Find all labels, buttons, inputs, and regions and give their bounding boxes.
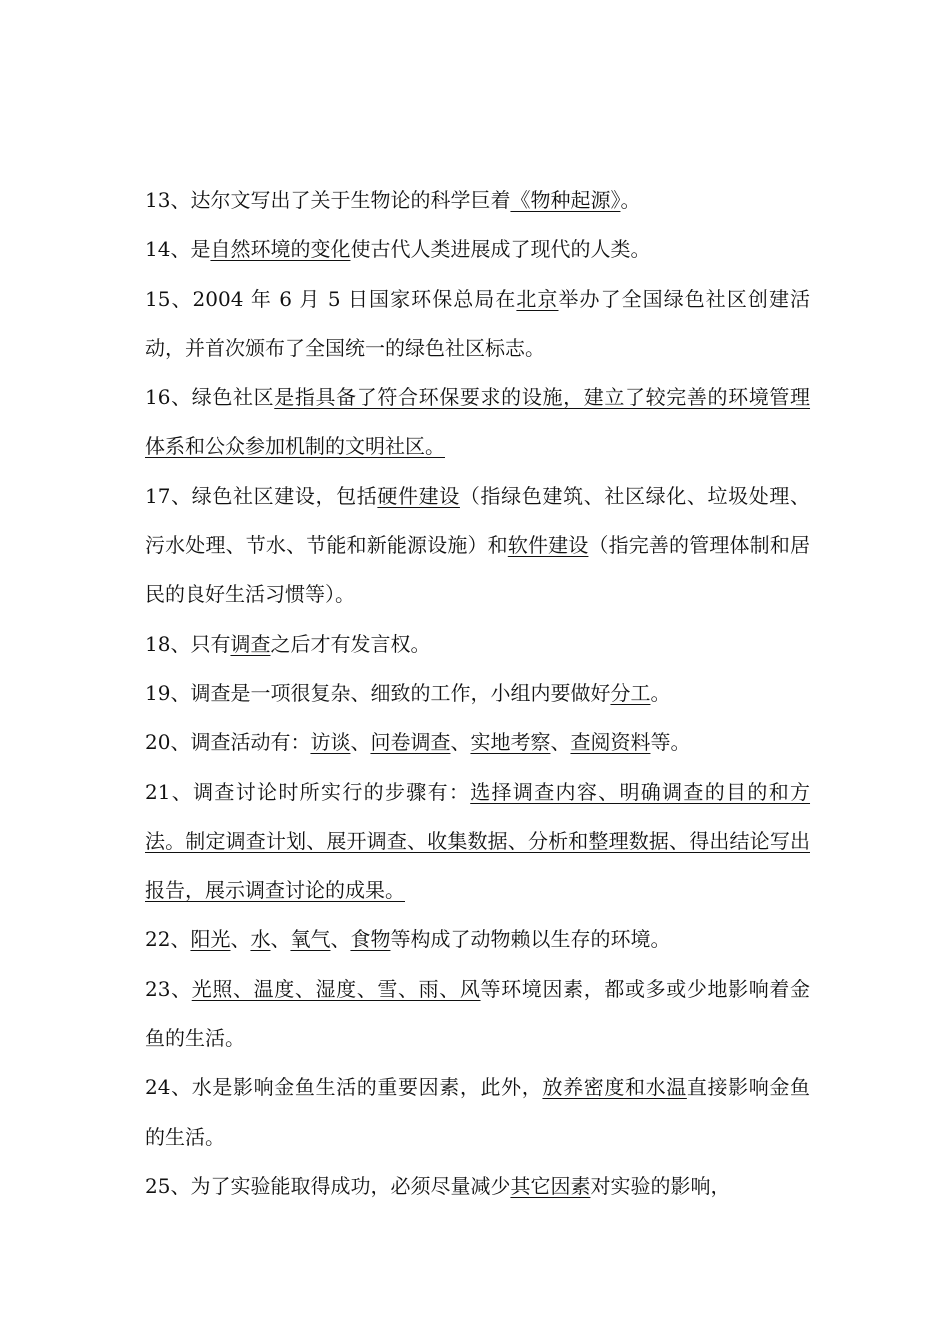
item-text: 等环境因素，都或多或少地影响着金鱼的生活。: [145, 976, 811, 1051]
answer-blank: 调查: [230, 631, 271, 656]
answer-blank: 氧气: [290, 927, 331, 952]
item-text: 、2004 年 6 月 5 日国家环保总局在: [170, 286, 517, 311]
list-item: [145, 373, 810, 472]
item-number: 24: [145, 1075, 171, 1100]
item-text: 、: [270, 927, 291, 952]
answer-blank: 《物种起源》: [510, 188, 621, 212]
list-item: [145, 1063, 810, 1162]
list-item: [145, 472, 810, 620]
item-text: 。: [650, 680, 671, 705]
list-item: [145, 768, 810, 916]
list-item: [145, 718, 810, 767]
item-text: （指绿色建筑、社区绿化、垃圾处理、污水处理、节水、节能和新能源设施）和: [145, 483, 811, 558]
answer-blank: 放养密度和水温: [542, 1075, 687, 1100]
item-text: 、绿色社区: [170, 385, 275, 410]
answer-blank: 访谈: [310, 730, 351, 755]
item-text: 、绿色社区建设，包括: [170, 483, 378, 508]
list-item: [145, 225, 810, 274]
item-number: 18: [145, 631, 171, 656]
answer-blank: 北京: [516, 286, 559, 311]
item-text: 、为了实验能取得成功，必须尽量减少: [170, 1173, 511, 1198]
item-number: 19: [145, 680, 171, 705]
question-list: [145, 176, 810, 1211]
item-text: 等构成了动物赖以生存的环境。: [390, 927, 671, 952]
answer-blank: 分工: [610, 680, 651, 705]
list-item: [145, 915, 810, 964]
item-number: 15: [145, 286, 171, 311]
item-number: 21: [145, 779, 171, 804]
list-item: [145, 620, 810, 669]
item-number: 13: [145, 188, 171, 212]
answer-blank: 其它因素: [510, 1173, 591, 1198]
answer-blank: 水: [250, 927, 271, 952]
item-text: 、: [170, 976, 192, 1001]
answer-blank: 选择调查内容、明确调查的目的和方法。制定调查计划、展开调查、收集数据、分析和整理数据、得出结论写出报告，展示调查讨论的成果。: [145, 779, 811, 903]
item-text: 、: [170, 927, 191, 952]
list-item: [145, 669, 810, 718]
list-item: [145, 275, 810, 374]
item-text: 、: [350, 730, 371, 755]
item-text: 举办了全国绿色社区创建活动，并首次颁布了全国统一的绿色社区标志。: [145, 286, 810, 360]
item-number: 22: [145, 927, 171, 952]
answer-blank: 光照、温度、湿度、雪、雨、风: [191, 976, 481, 1001]
item-number: 23: [145, 976, 171, 1001]
item-text: 、: [550, 730, 571, 755]
item-text: 等。: [650, 730, 691, 755]
item-text: 使古代人类进展成了现代的人类。: [350, 237, 651, 262]
item-text: 、是: [170, 237, 211, 262]
list-item: [145, 176, 810, 225]
item-text: 、调查是一项很复杂、细致的工作，小组内要做好: [170, 680, 611, 705]
list-item: [145, 1162, 810, 1211]
item-text: 对实验的影响，: [590, 1173, 731, 1198]
answer-blank: 实地考察: [470, 730, 551, 755]
item-text: 、只有: [170, 631, 231, 656]
answer-blank: 硬件建设: [377, 483, 460, 508]
item-text: 、水是影响金鱼生活的重要因素，此外，: [170, 1075, 543, 1100]
answer-blank: 查阅资料: [570, 730, 651, 755]
answer-blank: 自然环境的变化: [210, 237, 351, 262]
item-number: 20: [145, 730, 171, 755]
answer-blank: 问卷调查: [370, 730, 451, 755]
item-text: 之后才有发言权。: [270, 631, 431, 656]
item-text: 直接影响金鱼的生活。: [145, 1075, 811, 1149]
item-text: 、: [330, 927, 351, 952]
item-number: 17: [145, 483, 171, 508]
item-text: （指完善的管理体制和居民的良好生活习惯等）。: [145, 533, 810, 607]
answer-blank: 是指具备了符合环保要求的设施，建立了较完善的环境管理体系和公众参加机制的文明社区。: [145, 385, 811, 459]
item-number: 25: [145, 1173, 171, 1198]
item-text: 。: [620, 188, 641, 212]
answer-blank: 软件建设: [507, 533, 589, 558]
item-text: 、调查活动有：: [170, 730, 311, 755]
item-text: 、调查讨论时所实行的步骤有：: [170, 779, 471, 804]
item-text: 、: [450, 730, 471, 755]
item-text: 、达尔文写出了关于生物论的科学巨着: [170, 188, 511, 212]
answer-blank: 阳光: [190, 927, 231, 952]
list-item: [145, 965, 810, 1064]
item-text: 、: [230, 927, 251, 952]
item-number: 14: [145, 237, 171, 262]
item-number: 16: [145, 385, 171, 410]
answer-blank: 食物: [350, 927, 391, 952]
